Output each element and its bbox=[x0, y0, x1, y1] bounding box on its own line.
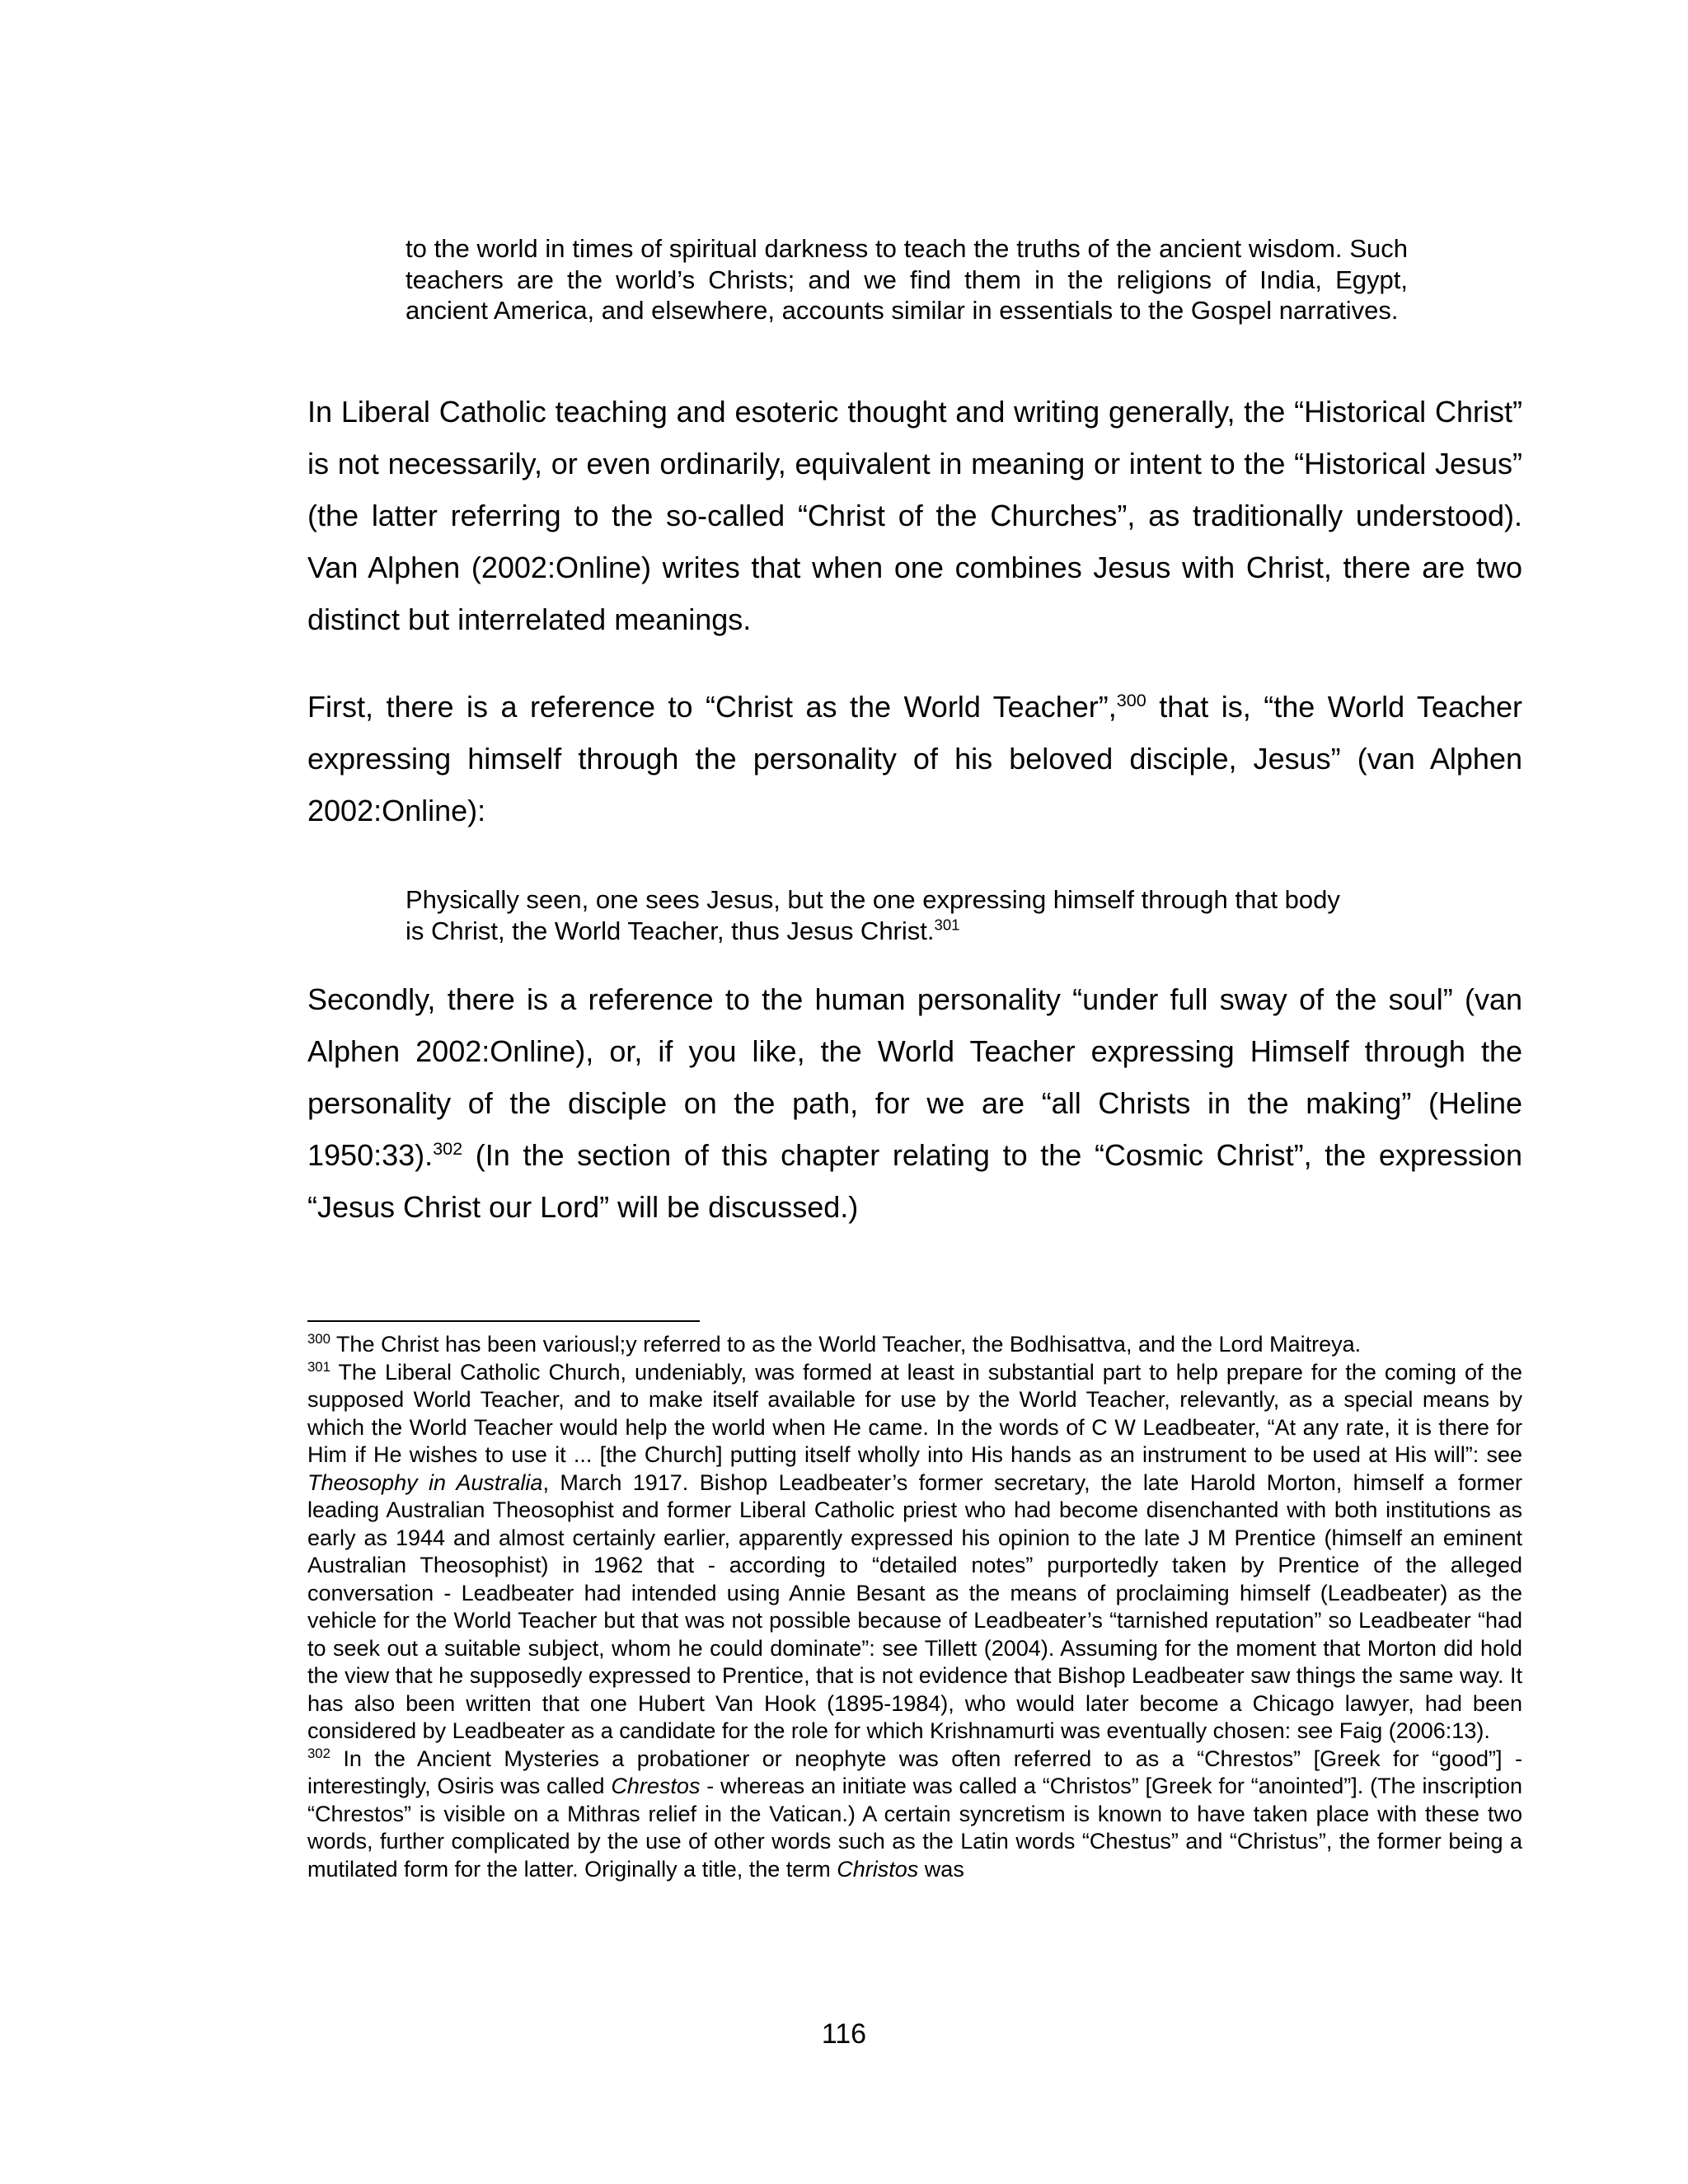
body-paragraph bbox=[307, 386, 1522, 645]
page-number: 116 bbox=[821, 2018, 867, 2050]
block-quote bbox=[406, 233, 1408, 326]
paragraph-text: (In the section of this chapter relating to the “Cosmic Christ”, the expression “Jesus Christ our Lord” will be discussed.) bbox=[307, 1138, 1522, 1224]
block-quote-text: to the world in times of spiritual darkness to teach the truths of the ancient wisdom. Such teachers are the world’s Christs; and we find them in the religions of India, Egypt, ancient America, and elsewhere, accounts similar in essentials to the Gospel narratives. bbox=[406, 234, 1408, 325]
footnote-number: 301 bbox=[307, 1358, 331, 1375]
footnote-text: , March 1917. Bishop Leadbeater’s former secretary, the late Harold Morton, himself a former leading Australian Theosophist and former Liberal Catholic priest who had become disenchanted with both institutions as early as 1944 and almost certainly earlier, apparently expressed his opinion to the late J M Prentice (himself an eminent Australian Theosophist) in 1962 that - according to “detailed notes” purportedly taken by Prentice of the alleged conversation - Leadbeater had intended using Annie Besant as the means of proclaiming himself (Leadbeater) as the vehicle for the World Teacher but that was not possible because of Leadbeater’s “tarnished reputation” so Leadbeater “had to seek out a suitable subject, whom he could dominate”: see Tillett (2004). Assuming for the moment that Morton did hold the view that he supposedly expressed to Prentice, that is not evidence that Bishop Leadbeater saw things the same way. It has also been written that one Hubert Van Hook (1895-1984), who would later become a Chicago lawyer, had been considered by Leadbeater as a candidate for the role for which Krishnamurti was eventually chosen: see Faig (2006:13). bbox=[307, 1469, 1522, 1743]
block-quote bbox=[406, 884, 1353, 946]
body-paragraph bbox=[307, 681, 1522, 837]
footnote-text: In the Ancient Mysteries a probationer or neophyte was often referred to as a “Chrestos” [Greek for “good”] - interestingly, Osiris was called bbox=[307, 1746, 1522, 1798]
footnote-italic-term: Christos bbox=[837, 1856, 919, 1882]
footnote-reference[interactable]: 302 bbox=[433, 1138, 463, 1159]
footnote-separator bbox=[307, 1320, 700, 1322]
footnote-reference[interactable]: 300 bbox=[1116, 690, 1146, 710]
footnote-300 bbox=[307, 1331, 1522, 1359]
footnote-text: - whereas an initiate was called a “Christos” [Greek for “anointed”]. (The inscription “Chrestos” is visible on a Mithras relief in the Vatican.) A certain syncretism is known to have taken place with these two words, further complicated by the use of other words such as the Latin words “Chestus” and “Christus”, the former being a mutilated form for the latter. Originally a title, the term bbox=[307, 1774, 1522, 1882]
footnote-italic-term: Chrestos bbox=[611, 1774, 701, 1798]
paragraph-text: that is, “the World Teacher expressing himself through the personality of his beloved disciple, Jesus” (van Alphen 2002:Online): bbox=[307, 690, 1522, 827]
footnote-302 bbox=[307, 1746, 1522, 1884]
paragraph-text: First, there is a reference to “Christ as the World Teacher”, bbox=[307, 690, 1117, 724]
paragraph-text: In Liberal Catholic teaching and esoteric thought and writing generally, the “Historical Christ” is not necessarily, or even ordinarily, equivalent in meaning or intent to the “Historical Jesus” (the latter referring to the so-called “Christ of the Churches”, as traditionally understood). Van Alphen (2002:Online) writes that when one combines Jesus with Christ, there are two distinct but interrelated meanings. bbox=[307, 395, 1522, 636]
body-paragraph bbox=[307, 973, 1522, 1233]
paragraph-text: Secondly, there is a reference to the human personality “under full sway of the soul” (van Alphen 2002:Online), or, if you like, the World Teacher expressing Himself through the personality of the disciple on the path, for we are “all Christs in the making” (Heline 1950:33). bbox=[307, 982, 1522, 1172]
footnote-text: was bbox=[918, 1856, 964, 1882]
footnote-number: 300 bbox=[307, 1331, 331, 1347]
footnotes bbox=[307, 1331, 1522, 1883]
footnote-301 bbox=[307, 1359, 1522, 1746]
footnote-text: The Liberal Catholic Church, undeniably, was formed at least in substantial part to help prepare for the coming of the supposed World Teacher, and to make itself available for use by the World Teacher, relevantly, as a special means by which the World Teacher would help the world when He came. In the words of C W Leadbeater, “At any rate, it is there for Him if He wishes to use it ... [the Church] putting itself wholly into His hands as an instrument to be used at His will”: see bbox=[307, 1359, 1522, 1467]
block-quote-line: Physically seen, one sees Jesus, but the one expressing himself through that body bbox=[406, 885, 1340, 914]
footnote-number: 302 bbox=[307, 1745, 331, 1761]
footnote-italic-title: Theosophy in Australia bbox=[307, 1469, 543, 1495]
block-quote-line: is Christ, the World Teacher, thus Jesus Christ. bbox=[406, 916, 935, 945]
footnote-text: The Christ has been variousl;y referred to as the World Teacher, the Bodhisattva, and the Lord Maitreya. bbox=[330, 1332, 1362, 1357]
footnote-reference[interactable]: 301 bbox=[934, 916, 960, 934]
